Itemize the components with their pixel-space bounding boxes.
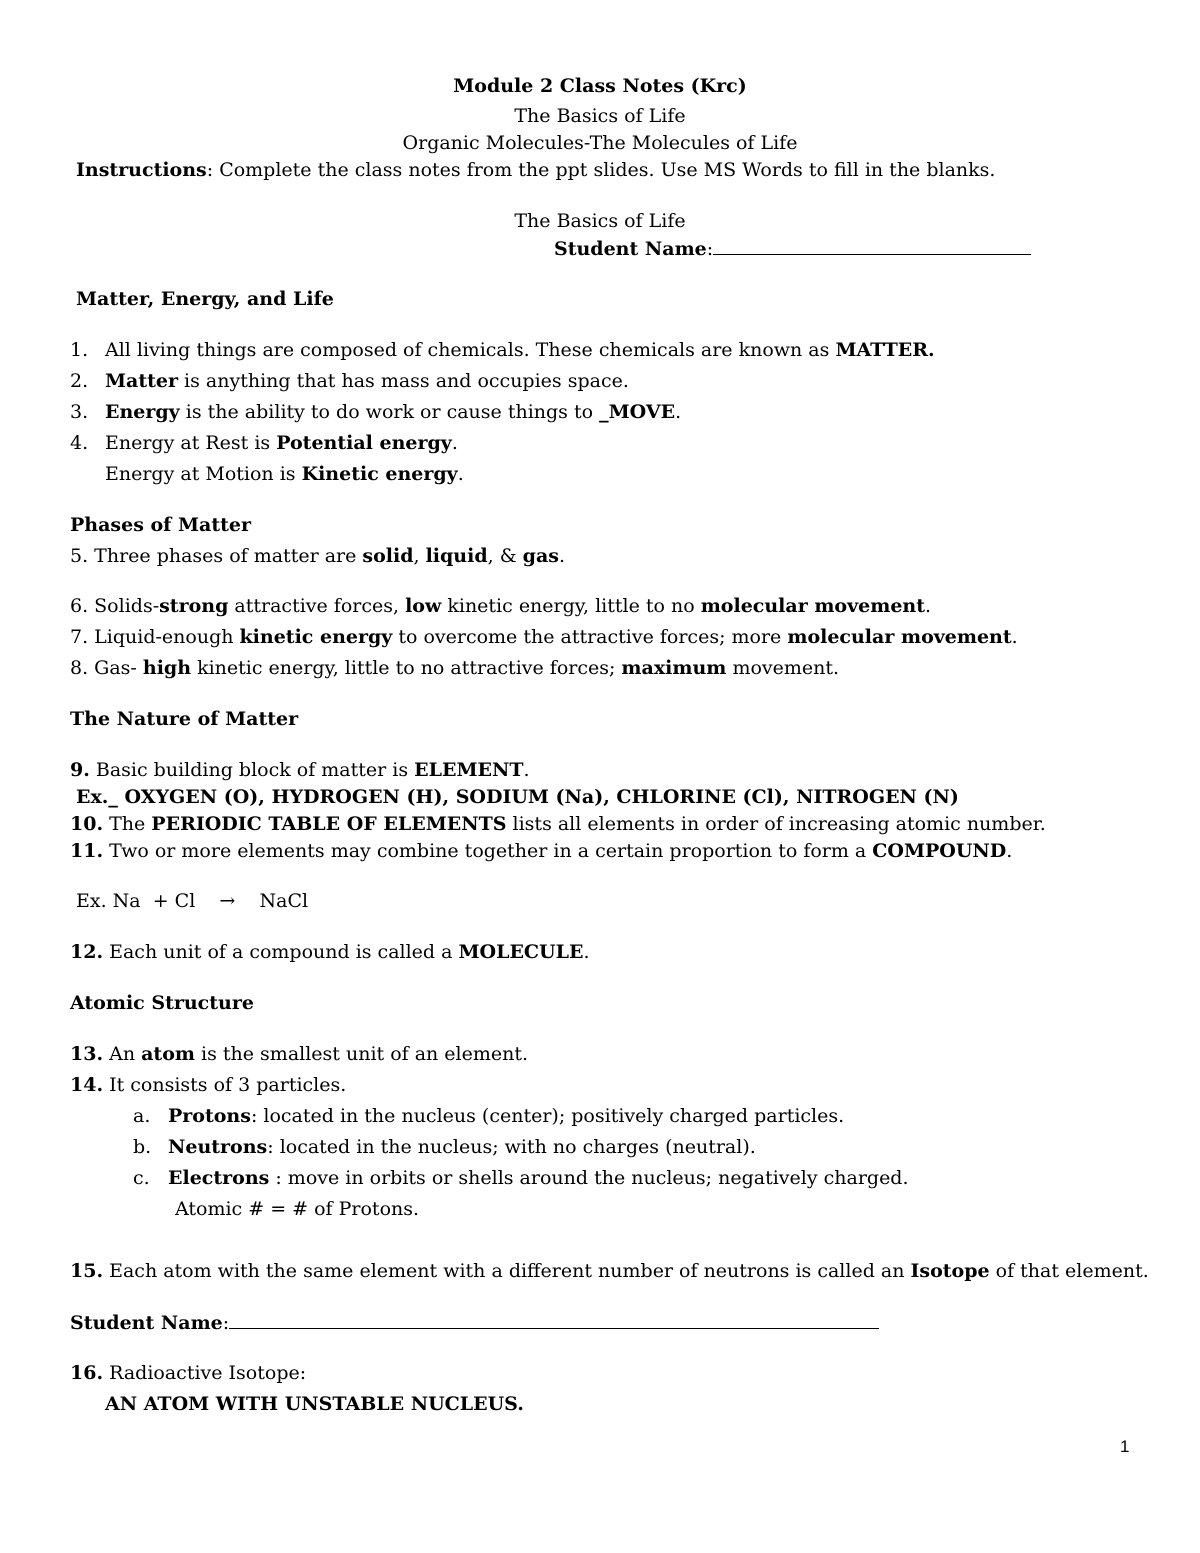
page-title: Module 2 Class Notes (Krc) <box>453 75 747 97</box>
equation: Ex. Na + Cl → NaCl <box>76 890 309 912</box>
list-item: 6. Solids-strong attractive forces, low kinetic energy, little to no molecular movement. <box>70 595 932 617</box>
heading-nature: The Nature of Matter <box>70 708 299 730</box>
example-elements: Ex._ OXYGEN (O), HYDROGEN (H), SODIUM (Na), CHLORINE (Cl), NITROGEN (N) <box>76 786 959 808</box>
atomic-number-note: Atomic # = # of Protons. <box>175 1198 420 1220</box>
list-item: 5. Three phases of matter are solid, liquid, & gas. <box>70 545 565 567</box>
list-item: 1. All living things are composed of chemicals. These chemicals are known as MATTER. <box>70 339 935 361</box>
list-item-continuation: Energy at Motion is Kinetic energy. <box>105 463 464 485</box>
student-name-blank[interactable] <box>713 239 1031 255</box>
list-item: 12. Each unit of a compound is called a MOLECULE. <box>70 941 590 963</box>
student-name-field-2: Student Name: <box>70 1313 879 1333</box>
list-item: 15. Each atom with the same element with a different number of neutrons is called an Isotope of that element. <box>70 1260 1149 1282</box>
instructions: Instructions: Complete the class notes from the ppt slides. Use MS Words to fill in the blanks. <box>76 159 996 181</box>
answer-text: AN ATOM WITH UNSTABLE NUCLEUS. <box>105 1393 524 1415</box>
section-title: The Basics of Life <box>514 210 686 232</box>
list-item: 3. Energy is the ability to do work or cause things to _MOVE. <box>70 401 682 423</box>
list-item: 13. An atom is the smallest unit of an element. <box>70 1043 529 1065</box>
sub-item: b. Neutrons: located in the nucleus; with no charges (neutral). <box>133 1136 756 1158</box>
list-item: 2. Matter is anything that has mass and occupies space. <box>70 370 629 392</box>
heading-matter-energy: Matter, Energy, and Life <box>76 288 334 310</box>
list-item: 16. Radioactive Isotope: <box>70 1362 307 1384</box>
list-item: 8. Gas- high kinetic energy, little to no attractive forces; maximum movement. <box>70 657 840 679</box>
subtitle-2: Organic Molecules-The Molecules of Life <box>402 132 798 154</box>
list-item: 11. Two or more elements may combine together in a certain proportion to form a COMPOUND. <box>70 840 1013 862</box>
student-name-field: Student Name: <box>554 239 1031 259</box>
subtitle: The Basics of Life <box>514 105 686 127</box>
student-name-blank-2[interactable] <box>229 1313 879 1329</box>
sub-item: c. Electrons : move in orbits or shells around the nucleus; negatively charged. <box>133 1167 909 1189</box>
sub-item: a. Protons: located in the nucleus (center); positively charged particles. <box>133 1105 845 1127</box>
heading-atomic: Atomic Structure <box>70 992 254 1014</box>
list-item: 4. Energy at Rest is Potential energy. <box>70 432 458 454</box>
list-item: 14. It consists of 3 particles. <box>70 1074 347 1096</box>
list-item: 9. Basic building block of matter is ELEMENT. <box>70 759 530 781</box>
list-item: 7. Liquid-enough kinetic energy to overcome the attractive forces; more molecular movement. <box>70 626 1018 648</box>
heading-phases: Phases of Matter <box>70 514 251 536</box>
page-number: 1 <box>1120 1437 1130 1456</box>
list-item: 10. The PERIODIC TABLE OF ELEMENTS lists all elements in order of increasing atomic number. <box>70 813 1046 835</box>
